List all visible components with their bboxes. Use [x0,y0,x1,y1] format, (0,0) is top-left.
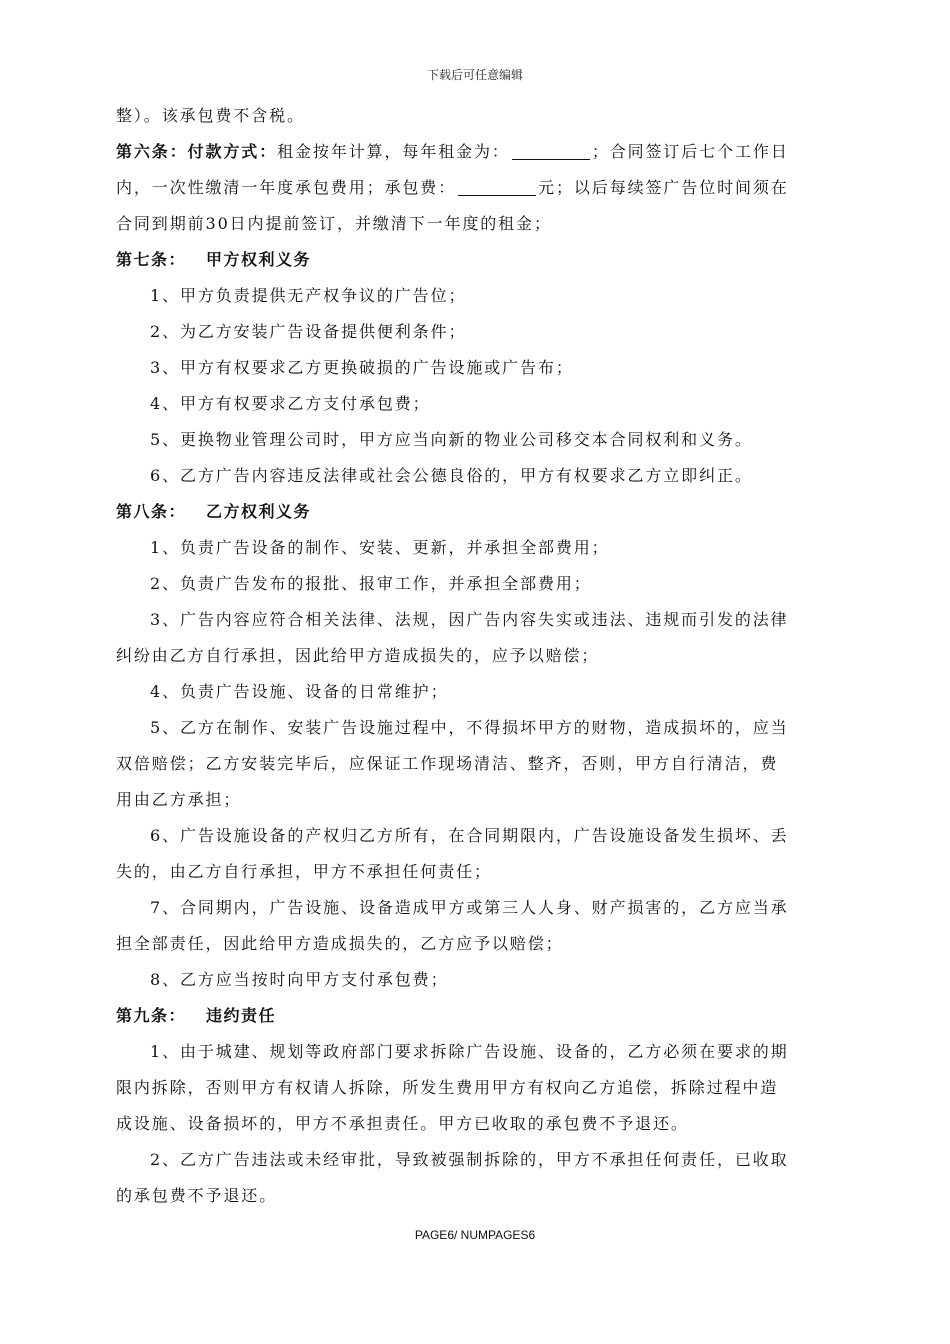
article-8-item-8: 8、乙方应当按时向甲方支付承包费； [150,970,449,989]
article-8-item-3-line-1: 3、广告内容应符合相关法律、法规，因广告内容失实或违法、违规而引发的法律 [150,610,789,629]
article-8-item-5-line-2: 双倍赔偿；乙方安装完毕后，应保证工作现场清洁、整齐，否则，甲方自行清洁，费 [116,754,779,773]
article-9-heading [116,998,838,1034]
article-8-heading [116,494,838,530]
article-7-item-6: 6、乙方广告内容违反法律或社会公德良俗的，甲方有权要求乙方立即纠正。 [150,466,753,485]
article-6-line-1 [116,134,838,170]
document-body [116,98,838,1214]
article-8-label: 第八条： [116,502,187,521]
article-9-item-1-line-1: 1、由于城建、规划等政府部门要求拆除广告设施、设备的，乙方必须在要求的期 [150,1042,789,1061]
article-8-item-7-line-1: 7、合同期内，广告设施、设备造成甲方或第三人人身、财产损害的，乙方应当承 [150,898,789,917]
article-7-item-3: 3、甲方有权要求乙方更换破损的广告设施或广告布； [150,358,574,377]
article-6-title: 付款方式： [187,142,278,161]
article-7-heading [116,242,838,278]
article-7-item-1: 1、甲方负责提供无产权争议的广告位； [150,286,467,305]
article-9-item-1-line-2: 限内拆除，否则甲方有权请人拆除，所发生费用甲方有权向乙方追偿，拆除过程中造 [116,1078,779,1097]
article-7-item-5: 5、更换物业管理公司时，甲方应当向新的物业公司移交本合同权利和义务。 [150,430,753,449]
article-8-item-1: 1、负责广告设备的制作、安装、更新，并承担全部费用； [150,538,610,557]
article-8-item-7-line-2: 担全部责任，因此给甲方造成损失的，乙方应予以赔偿； [116,934,564,953]
article-7-item-2: 2、为乙方安装广告设备提供便利条件； [150,322,467,341]
article-8-title: 乙方权利义务 [206,502,312,521]
article-9-item-2-line-1: 2、乙方广告违法或未经审批，导致被强制拆除的，甲方不承担任何责任，已收取 [150,1150,789,1169]
article-6-text-1a: 租金按年计算，每年租金为： [277,142,510,161]
article-6-text-1b: ；合同签订后七个工作日 [591,142,789,161]
article-8-item-4: 4、负责广告设施、设备的日常维护； [150,682,449,701]
article-9-title: 违约责任 [206,1006,277,1025]
article-8-item-2: 2、负责广告发布的报批、报审工作，并承担全部费用； [150,574,592,593]
article-8-item-5-line-3: 用由乙方承担； [116,790,242,809]
article-9-item-2-line-2: 的承包费不予退还。 [116,1186,278,1205]
article-8-item-5-line-1: 5、乙方在制作、安装广告设施过程中，不得损坏甲方的财物，造成损坏的，应当 [150,718,789,737]
page-header: 下载后可任意编辑 [426,68,523,82]
article-8-item-6-line-2: 失的，由乙方自行承担，甲方不承担任何责任； [116,862,492,881]
article-8-item-6-line-1: 6、广告设施设备的产权归乙方所有，在合同期限内，广告设施设备发生损坏、丢 [150,826,789,845]
paragraph-continuation: 整）。该承包费不含税。 [116,106,305,125]
rent-amount-blank [512,143,590,160]
article-8-item-3-line-2: 纠纷由乙方自行承担，因此给甲方造成损失的，应予以赔偿； [116,646,600,665]
article-6-text-2a: 内，一次性缴清一年度承包费用；承包费： [116,178,457,197]
article-6-line-3: 合同到期前30日内提前签订，并缴清下一年度的租金； [116,214,552,233]
article-6-line-2 [116,170,838,206]
article-9-label: 第九条： [116,1006,187,1025]
page-footer: PAGE6/ NUMPAGES6 [414,1228,536,1242]
article-9-item-1-line-3: 成设施、设备损坏的，甲方不承担责任。甲方已收取的承包费不予退还。 [116,1114,689,1133]
article-6-label: 第六条： [116,142,188,161]
fee-amount-blank [458,179,536,196]
article-7-item-4: 4、甲方有权要求乙方支付承包费； [150,394,431,413]
article-6-text-2b: 元；以后每续签广告位时间须在 [538,178,789,197]
article-7-label: 第七条： [116,250,187,269]
article-7-title: 甲方权利义务 [206,250,312,269]
